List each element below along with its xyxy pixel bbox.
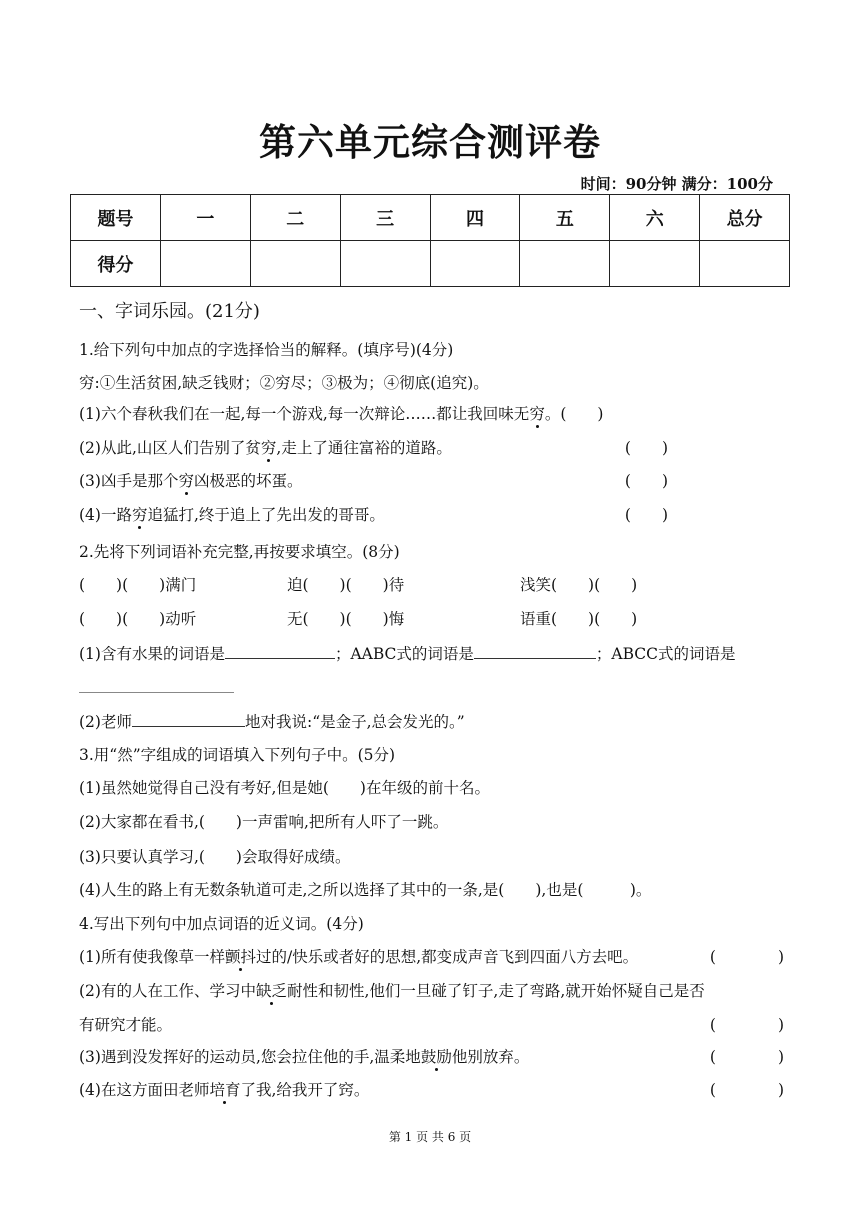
q2-word-row xyxy=(79,607,784,631)
score-table-header: 四 xyxy=(430,195,520,241)
q2-fill-2: (2)老师 地对我说:“是金子,总会发光的。” xyxy=(79,710,784,734)
dotted-word: 颤抖 xyxy=(225,945,256,969)
fill-line xyxy=(132,710,245,727)
q4-stem: 4.写出下列句中加点词语的近义词。(4分) xyxy=(79,915,364,933)
dotted-word: 鼓励 xyxy=(421,1045,452,1069)
score-cell xyxy=(520,241,610,287)
answer-blank: ( ) xyxy=(709,1081,784,1099)
score-table xyxy=(70,194,790,287)
section-heading: 一、字词乐园。(21分) xyxy=(79,301,260,322)
dotted-word: 培育 xyxy=(209,1078,240,1102)
q4-item: (3)遇到没发挥好的运动员,您会拉住他的手,温柔地鼓励他别放弃。 ( ) xyxy=(79,1045,784,1069)
fill-line xyxy=(225,642,335,659)
answer-blank: ( ) xyxy=(624,506,668,524)
fill-line xyxy=(474,642,596,659)
q3-item: (2)大家都在看书,( )一声雷响,把所有人吓了一跳。 xyxy=(79,813,449,831)
score-table-header: 五 xyxy=(520,195,610,241)
dotted-char: 穷 xyxy=(261,436,277,460)
score-table-header: 总分 xyxy=(700,195,790,241)
q2-fill-1: (1)含有水果的词语是 ；AABC式的词语是 ；ABCC式的词语是 xyxy=(79,642,784,666)
exam-time-score: 时间：90分钟 满分：100分 xyxy=(580,175,773,193)
score-table-header: 一 xyxy=(160,195,250,241)
score-table-score-row xyxy=(71,241,790,287)
answer-blank: ( ) xyxy=(560,405,604,423)
dotted-word: 缺乏 xyxy=(256,979,287,1003)
q3-item: (1)虽然她觉得自己没有考好,但是她( )在年级的前十名。 xyxy=(79,779,490,797)
score-cell xyxy=(160,241,250,287)
page-footer: 第 1 页 共 6 页 xyxy=(388,1130,472,1144)
q2-word-row xyxy=(79,573,784,597)
q1-item: (3)凶手是那个穷凶极恶的坏蛋。 ( ) xyxy=(79,469,784,493)
q1-stem: 1.给下列句中加点的字选择恰当的解释。(填序号)(4分) xyxy=(79,341,454,359)
dotted-char: 穷 xyxy=(132,503,148,527)
word-blank: 浅笑( )( ) xyxy=(520,576,638,594)
word-blank: ( )( )满门 xyxy=(79,576,197,594)
q2-stem: 2.先将下列词语补充完整,再按要求填空。(8分) xyxy=(79,543,400,561)
q3-item: (3)只要认真学习,( )会取得好成绩。 xyxy=(79,848,351,866)
answer-blank: ( ) xyxy=(624,472,668,490)
score-table-header: 二 xyxy=(250,195,340,241)
q1-item: (1)六个春秋我们在一起,每一个游戏,每一次辩论……都让我回味无穷。( ) xyxy=(79,402,784,426)
q3-stem: 3.用“然”字组成的词语填入下列句子中。(5分) xyxy=(79,746,396,764)
score-table-header-row xyxy=(71,195,790,241)
q4-item-cont: 有研究才能。 ( ) xyxy=(79,1013,784,1037)
answer-blank: ( ) xyxy=(624,439,668,457)
answer-blank: ( ) xyxy=(709,1016,784,1034)
dotted-char: 穷 xyxy=(529,402,545,426)
q4-item: (1)所有使我像草一样颤抖过的/快乐或者好的思想,都变成声音飞到四面八方去吧。 ( ) xyxy=(79,945,784,969)
dotted-char: 穷 xyxy=(178,469,194,493)
q1-item: (4)一路穷追猛打,终于追上了先出发的哥哥。 ( ) xyxy=(79,503,784,527)
score-cell xyxy=(340,241,430,287)
score-cell xyxy=(430,241,520,287)
q3-item: (4)人生的路上有无数条轨道可走,之所以选择了其中的一条,是( ),也是( )。 xyxy=(79,881,652,899)
word-blank: 无( )( )悔 xyxy=(287,610,405,628)
word-blank: ( )( )动听 xyxy=(79,610,197,628)
page-title: 第六单元综合测评卷 xyxy=(259,120,601,164)
word-blank: 迫( )( )待 xyxy=(287,576,405,594)
score-table-header: 六 xyxy=(610,195,700,241)
answer-blank: ( ) xyxy=(709,948,784,966)
score-cell xyxy=(250,241,340,287)
fill-line xyxy=(79,676,234,693)
score-cell xyxy=(610,241,700,287)
word-blank: 语重( )( ) xyxy=(520,610,638,628)
q4-item: (2)有的人在工作、学习中缺乏耐性和韧性,他们一旦碰了钉子,走了弯路,就开始怀疑自己是否 xyxy=(79,979,784,1003)
answer-blank: ( ) xyxy=(709,1048,784,1066)
score-cell xyxy=(700,241,790,287)
score-row-label: 得分 xyxy=(71,241,161,287)
q4-item: (4)在这方面田老师培育了我,给我开了窍。 ( ) xyxy=(79,1078,784,1102)
q1-definitions: 穷:①生活贫困,缺乏钱财；②穷尽；③极为；④彻底(追究)。 xyxy=(79,374,489,392)
score-table-header: 三 xyxy=(340,195,430,241)
q1-item: (2)从此,山区人们告别了贫穷,走上了通往富裕的道路。 ( ) xyxy=(79,436,784,460)
score-table-header: 题号 xyxy=(71,195,161,241)
